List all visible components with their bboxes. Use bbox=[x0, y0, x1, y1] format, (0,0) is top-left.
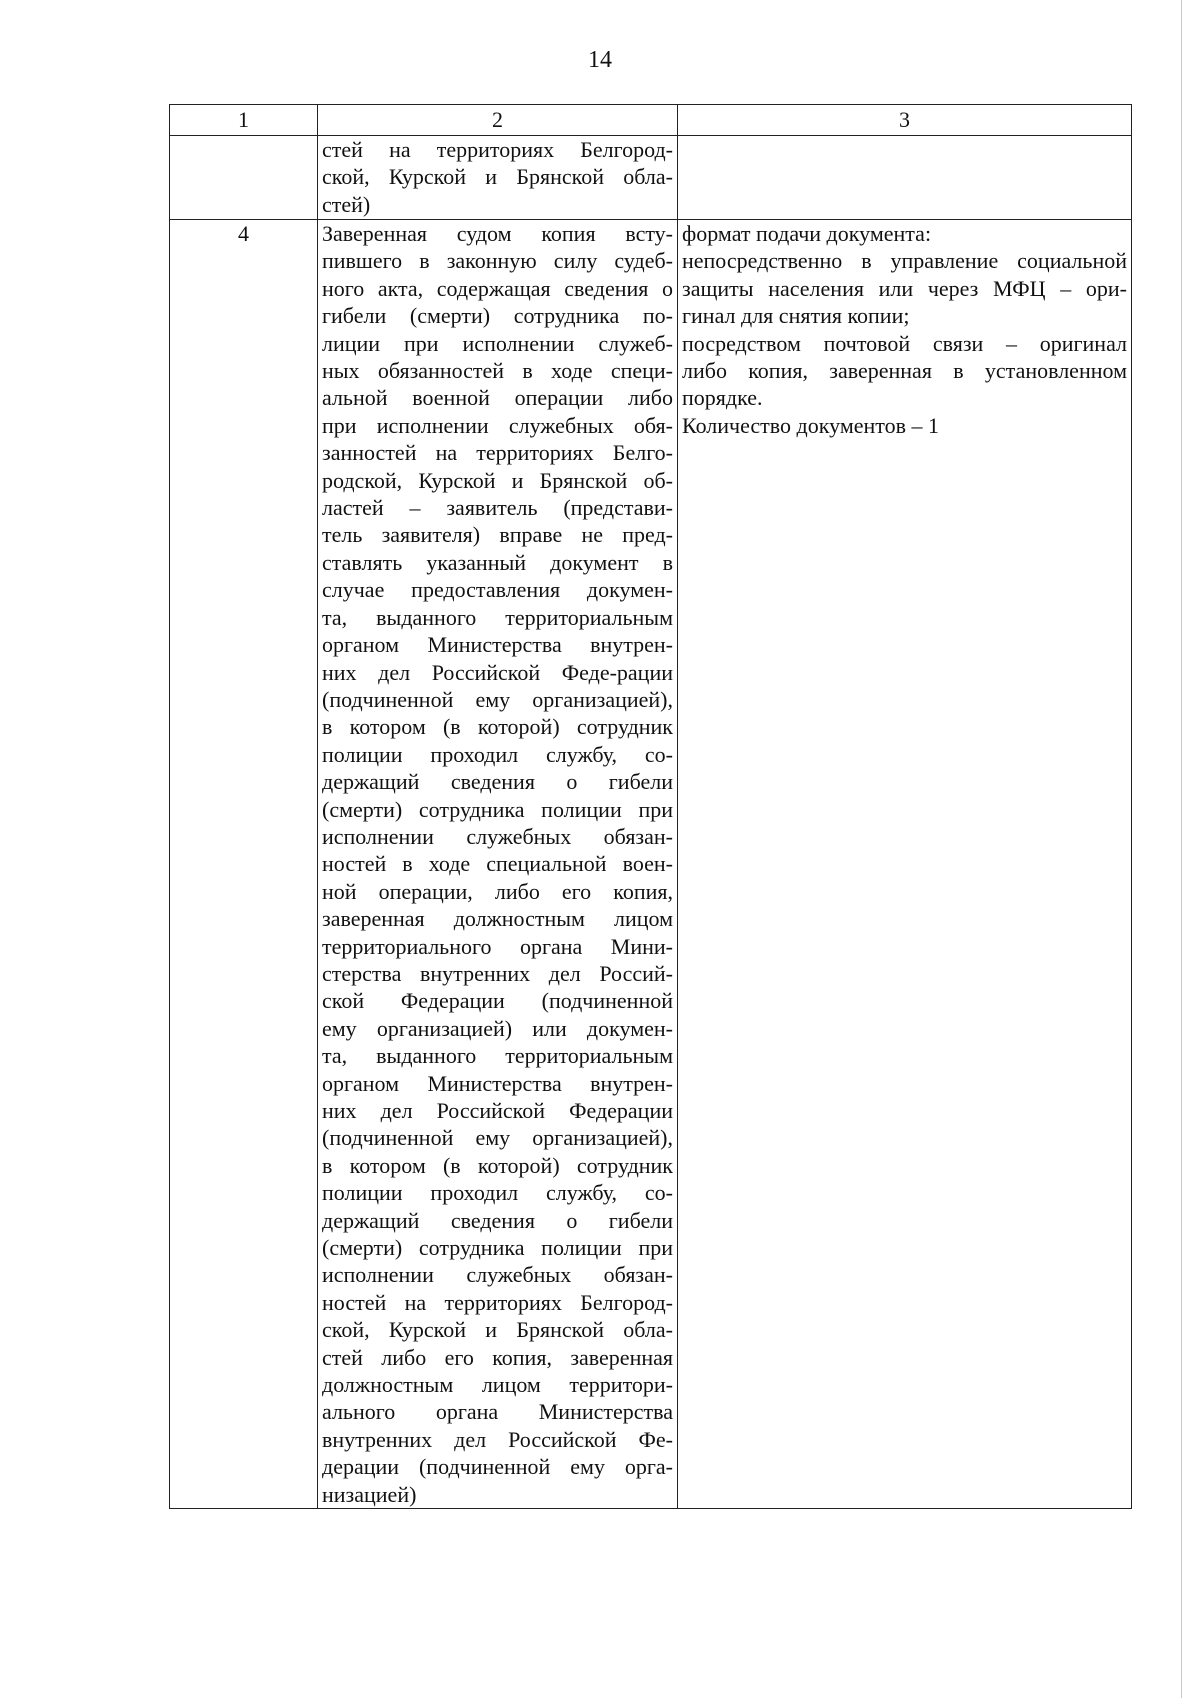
text-line: при исполнении служебных обя- bbox=[322, 412, 673, 438]
column-header-2: 2 bbox=[318, 105, 678, 136]
table-header-row bbox=[170, 105, 1132, 136]
text-line: альной военной операции либо bbox=[322, 385, 673, 411]
submission-format-cell bbox=[678, 136, 1132, 220]
text-line: (подчиненной ему организацией), bbox=[322, 686, 673, 712]
text-line: порядке. bbox=[682, 385, 763, 411]
row-number-cell: 4 bbox=[170, 220, 318, 1509]
text-line: заверенная должностным лицом bbox=[322, 906, 673, 932]
text-line: тель заявителя) вправе не пред- bbox=[322, 522, 673, 548]
text-line: пившего в законную силу судеб- bbox=[322, 248, 673, 274]
text-line: ской, Курской и Брянской обла- bbox=[322, 164, 673, 190]
row-number-cell bbox=[170, 136, 318, 220]
text-line: ской, Курской и Брянской обла- bbox=[322, 1317, 673, 1343]
text-line: полиции проходил службу, со- bbox=[322, 741, 673, 767]
text-line: посредством почтовой связи – оригинал bbox=[682, 330, 1127, 356]
text-line: та, выданного территориальным bbox=[322, 1043, 673, 1069]
text-line: ской Федерации (подчиненной bbox=[322, 988, 673, 1014]
text-line: Количество документов – 1 bbox=[682, 412, 939, 438]
document-description-cell bbox=[318, 136, 678, 220]
document-description-cell bbox=[318, 220, 678, 1509]
text-line: дерации (подчиненной ему орга- bbox=[322, 1454, 673, 1480]
text-line: защиты населения или через МФЦ – ори- bbox=[682, 275, 1127, 301]
text-line: гибели (смерти) сотрудника по- bbox=[322, 303, 673, 329]
column-header-1: 1 bbox=[170, 105, 318, 136]
text-line: ностей на территориях Белгород- bbox=[322, 1289, 673, 1315]
text-line: Заверенная судом копия всту- bbox=[322, 221, 673, 246]
text-line: держащий сведения о гибели bbox=[322, 769, 673, 795]
text-line: ного акта, содержащая сведения о bbox=[322, 275, 673, 301]
text-line: ему организацией) или докумен- bbox=[322, 1015, 673, 1041]
text-line: внутренних дел Российской Фе- bbox=[322, 1426, 673, 1452]
text-line: держащий сведения о гибели bbox=[322, 1207, 673, 1233]
text-line: стей) bbox=[322, 191, 371, 217]
text-line: стей на территориях Белгород- bbox=[322, 137, 673, 162]
text-line: ных обязанностей в ходе специ- bbox=[322, 358, 673, 384]
text-line: них дел Российской Феде-рации bbox=[322, 659, 673, 685]
text-line: них дел Российской Федерации bbox=[322, 1098, 673, 1123]
text-line: случае предоставления докумен- bbox=[322, 577, 673, 603]
page-number: 14 bbox=[588, 47, 612, 73]
text-line: родской, Курской и Брянской об- bbox=[322, 467, 673, 493]
text-line: ностей в ходе специальной воен- bbox=[322, 851, 673, 877]
text-line: территориального органа Мини- bbox=[322, 933, 673, 959]
text-line: формат подачи документа: bbox=[682, 221, 932, 246]
text-line: гинал для снятия копии; bbox=[682, 303, 910, 329]
text-line: лиции при исполнении служеб- bbox=[322, 330, 673, 356]
text-line: (смерти) сотрудника полиции при bbox=[322, 796, 673, 822]
table-row bbox=[170, 136, 1132, 220]
text-line: (смерти) сотрудника полиции при bbox=[322, 1235, 673, 1261]
text-line: исполнении служебных обязан- bbox=[322, 823, 673, 849]
text-line: низацией) bbox=[322, 1481, 417, 1507]
text-line: либо копия, заверенная в установленном bbox=[682, 358, 1127, 384]
text-line: ального органа Министерства bbox=[322, 1399, 673, 1425]
column-header-3: 3 bbox=[678, 105, 1132, 136]
text-line: полиции проходил службу, со- bbox=[322, 1180, 673, 1206]
text-line: занностей на территориях Белго- bbox=[322, 440, 673, 466]
text-line: ставлять указанный документ в bbox=[322, 549, 673, 575]
text-line: органом Министерства внутрен- bbox=[322, 632, 673, 658]
text-line: в котором (в которой) сотрудник bbox=[322, 1152, 673, 1178]
documents-table bbox=[169, 104, 1132, 1509]
text-line: (подчиненной ему организацией), bbox=[322, 1125, 673, 1151]
submission-format-cell bbox=[678, 220, 1132, 1509]
text-line: непосредственно в управление социальной bbox=[682, 248, 1127, 274]
text-line: стей либо его копия, заверенная bbox=[322, 1344, 673, 1370]
page-edge-line bbox=[1181, 0, 1182, 1698]
text-line: ной операции, либо его копия, bbox=[322, 878, 673, 904]
text-line: в котором (в которой) сотрудник bbox=[322, 714, 673, 740]
table-row bbox=[170, 220, 1132, 1509]
text-line: ластей – заявитель (представи- bbox=[322, 495, 673, 521]
text-line: органом Министерства внутрен- bbox=[322, 1070, 673, 1096]
text-line: исполнении служебных обязан- bbox=[322, 1262, 673, 1288]
text-line: должностным лицом территори- bbox=[322, 1372, 673, 1398]
text-line: та, выданного территориальным bbox=[322, 604, 673, 630]
text-line: стерства внутренних дел Россий- bbox=[322, 960, 673, 986]
